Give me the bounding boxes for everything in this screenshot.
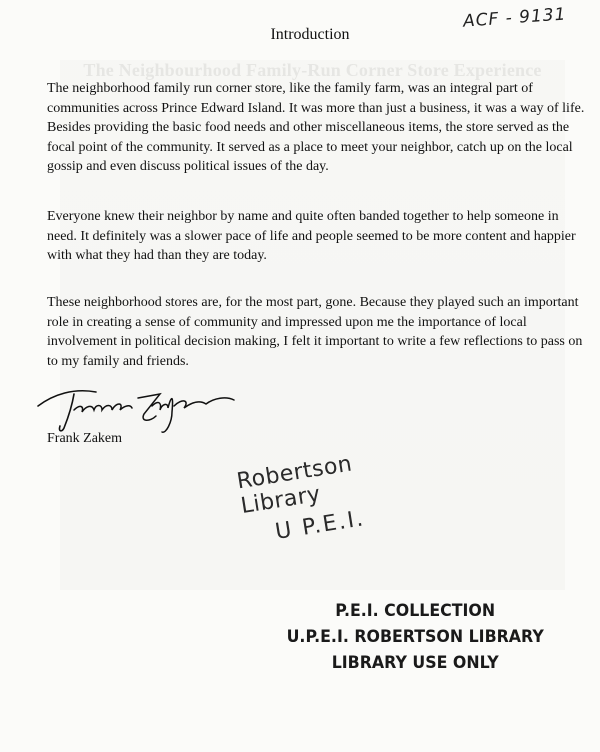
- show-through-title: The Neighbourhood Family-Run Corner Store Experience: [83, 60, 542, 80]
- stamp-collection-line3: LIBRARY USE ONLY: [331, 653, 499, 673]
- stamp-library-line2: U P.E.I.: [273, 506, 367, 545]
- pei-collection-stamp: [285, 598, 545, 676]
- paragraph-1: The neighborhood family run corner store, like the family farm, was an integral part of communities across Prince Edward Island. It was more than just a business, it was a way of life. Besides providing the basic food needs and other miscellaneous items, the store served as the focal point of the community. It served as a place to meet your neighbor, catch up on the local gossip and even discuss political issues of the day.: [47, 81, 585, 175]
- stamp-library-line1: Robertson Library: [235, 451, 354, 520]
- stamp-collection-line2: U.P.E.I. ROBERTSON LIBRARY: [286, 627, 544, 647]
- signature-name: Frank Zakem: [47, 431, 123, 446]
- paragraph-2: Everyone knew their neighbor by name and quite often banded together to help someone in need. It definitely was a slower pace of life and people seemed to be more content and happier with what they had than they are today.: [47, 209, 576, 264]
- page-title: Introduction: [270, 26, 350, 43]
- stamp-collection-line1: P.E.I. COLLECTION: [335, 601, 496, 621]
- handwritten-signature: [34, 376, 244, 436]
- handwritten-catalog-number: ACF - 9131: [462, 4, 568, 32]
- paragraph-3: These neighborhood stores are, for the most part, gone. Because they played such an important role in creating a sense of community and impressed upon me the importance of local involvement in political decision making, I felt it important to write a few reflections to pass on to my family and friends.: [47, 295, 583, 369]
